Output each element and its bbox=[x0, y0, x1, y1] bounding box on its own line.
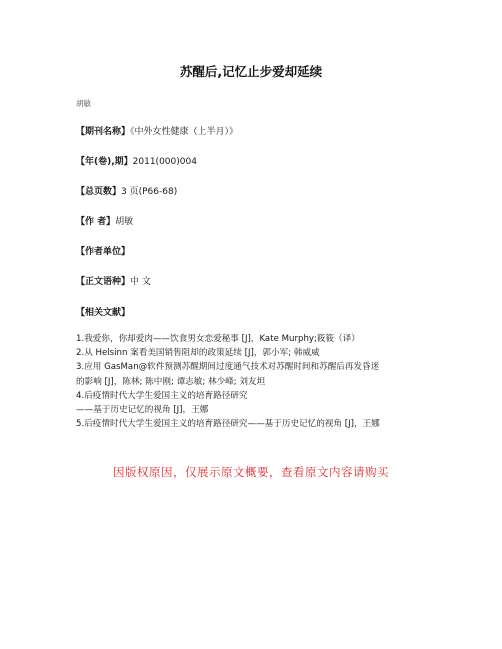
reference-item[interactable]: 1.我爱你，你却爱肉——饮食男女恋爱秘事 [J]，Kate Murphy;筱筱（译） bbox=[76, 334, 360, 344]
field-year-label: 【年(卷),期】 bbox=[76, 157, 133, 167]
reference-list bbox=[76, 332, 436, 431]
field-author-value: 胡敏 bbox=[115, 217, 134, 227]
document-title: 苏醒后,记忆止步爱却延续 bbox=[179, 64, 323, 79]
reference-item[interactable]: 2.从 Helsinn 案看美国销售阻却的政策延续 [J]，郭小军; 韩威威 bbox=[76, 348, 320, 359]
author-line: 胡敏 bbox=[76, 99, 91, 108]
reference-item-continued[interactable]: ——基于历史记忆的视角 [J]，王娜 bbox=[76, 405, 209, 416]
field-journal-label: 【期刊名称】 bbox=[76, 127, 131, 137]
reference-item[interactable]: 4.后疫情时代大学生爱国主义的培育路径研究 bbox=[76, 390, 248, 401]
field-related bbox=[76, 305, 130, 318]
reference-item[interactable]: 3.应用 GasMan@软件预测苏醒期间过度通气技术对苏醒时间和苏醒后再发昏迷 bbox=[76, 362, 380, 373]
field-pages bbox=[76, 184, 177, 197]
field-pages-value: 3 页(P66-68) bbox=[121, 187, 178, 197]
field-author-label: 【作 者】 bbox=[76, 217, 116, 227]
reference-item-continued[interactable]: 的影响 [J]，陈林; 陈中刚; 谭志敏; 林少峰; 刘友坦 bbox=[76, 376, 266, 387]
field-language-label: 【正文语种】 bbox=[76, 277, 131, 287]
field-unit bbox=[76, 244, 130, 257]
field-year-value: 2011(000)004 bbox=[132, 157, 197, 167]
reference-item[interactable]: 5.后疫情时代大学生爱国主义的培育路径研究——基于历史记忆的视角 [J]，王娜 bbox=[76, 419, 380, 430]
field-journal-value: 《中外女性健康（上半月）》 bbox=[130, 127, 239, 137]
field-journal bbox=[76, 124, 238, 137]
field-language bbox=[76, 274, 151, 287]
copyright-notice: 因版权原因，仅展示原文概要，查看原文内容请购买 bbox=[113, 465, 389, 479]
field-related-label: 【相关文献】 bbox=[76, 308, 131, 318]
field-year bbox=[76, 154, 197, 167]
field-unit-label: 【作者单位】 bbox=[76, 247, 131, 257]
field-language-value: 中 文 bbox=[130, 277, 151, 287]
field-author bbox=[76, 214, 133, 227]
field-pages-label: 【总页数】 bbox=[76, 187, 122, 197]
